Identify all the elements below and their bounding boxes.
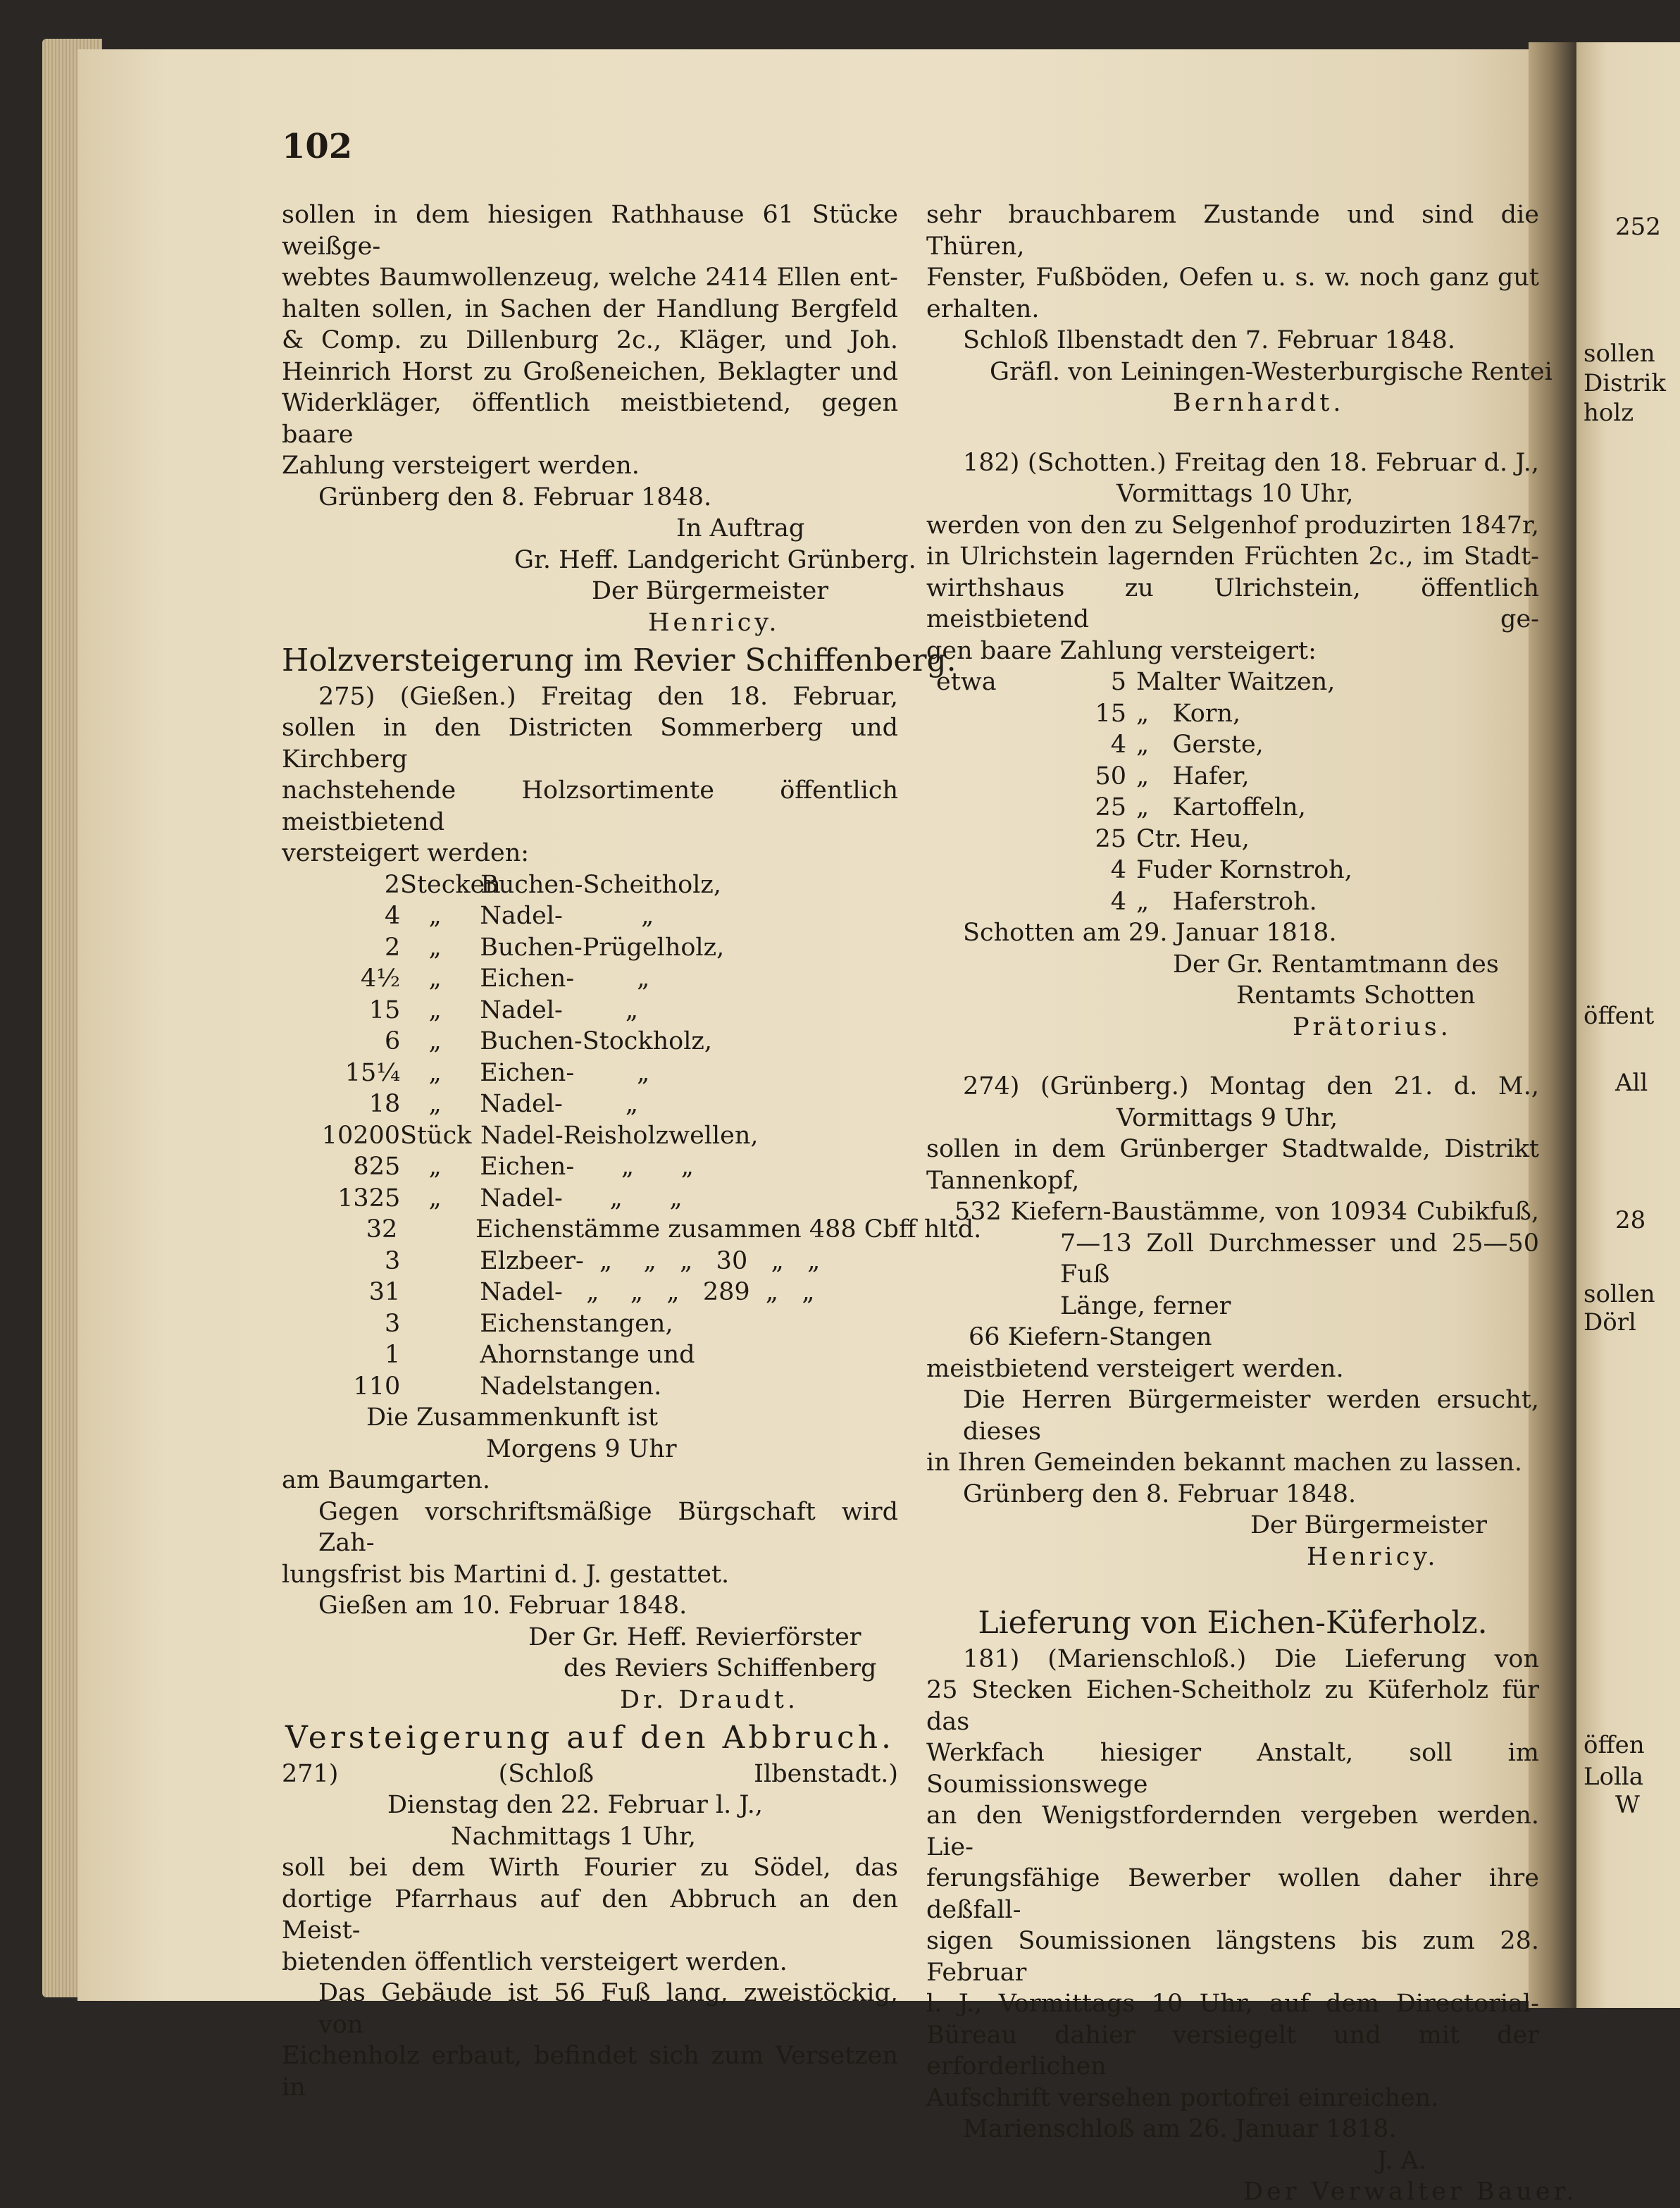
text-line: versteigert werden: (282, 839, 530, 867)
table-cell (400, 1277, 470, 1308)
table-cell: 6 (384, 1027, 401, 1055)
text-line: Der Gr. Heff. Revierförster (528, 1623, 861, 1651)
table-row (926, 666, 1539, 698)
text-line: l. J., Vormittags 10 Uhr, auf dem Directorial- (926, 1990, 1539, 2018)
edge-text-fragment: holz (1583, 399, 1634, 427)
table-cell: „ (428, 965, 442, 993)
edge-text-fragment: 252 (1615, 213, 1661, 241)
table-cell (926, 886, 1042, 918)
table-cell: 2 (384, 933, 401, 962)
table-cell: Nadel- „ „ „ 289 „ „ (480, 1278, 815, 1306)
text-line: des Reviers Schiffenberg (564, 1654, 877, 1682)
text-line: Schloß Ilbenstadt den 7. Februar 1848. (963, 326, 1456, 354)
table-cell (400, 1308, 470, 1340)
table-cell: 31 (368, 1278, 401, 1306)
table-cell (397, 1214, 466, 1246)
table-cell: „ (428, 933, 442, 962)
table-cell: 15¼ (344, 1058, 401, 1087)
text-line: Marienschloß am 26. Januar 1818. (963, 2115, 1397, 2143)
table-row (282, 1151, 898, 1183)
table-row (282, 1214, 982, 1246)
table-row (926, 886, 1539, 918)
table-cell: „ (428, 902, 442, 930)
text-line: bietenden öffentlich versteigert werden. (282, 1947, 788, 1976)
edge-text-fragment: Dörl (1583, 1308, 1636, 1336)
table-row (282, 1120, 898, 1152)
table-cell: 110 (353, 1372, 401, 1401)
table-cell: 4 (1110, 731, 1126, 759)
edge-text-fragment: Lolla (1583, 1763, 1644, 1791)
table-cell: Eichenstämme zusammen 488 Cbff hltd. (475, 1215, 982, 1243)
table-row (282, 1058, 898, 1089)
table-cell: „ Haferstroh. (1136, 887, 1317, 916)
text-line: Das Gebäude ist 56 Fuß lang, zweistöckig, von (318, 1979, 898, 2039)
table-cell: 5 (1110, 668, 1126, 696)
text-line: In Auftrag (676, 514, 805, 542)
section-heading: Holzversteigerung im Revier Schiffenberg. (282, 643, 957, 678)
text-line: wirthshaus zu Ulrichstein, öffentlich meistbietend ge- (926, 573, 1539, 633)
text-line: Tannenkopf, (926, 1166, 1080, 1195)
table-row (282, 1308, 898, 1340)
text-line: Eichenholz erbaut, befindet sich zum Versetzen in (282, 2042, 898, 2102)
table-cell (400, 1371, 470, 1403)
table-cell: „ (428, 1184, 442, 1212)
text-line: Gr. Heff. Landgericht Grünberg. (514, 545, 916, 574)
spacer (926, 1573, 1539, 1601)
edge-text-fragment: All (1615, 1069, 1648, 1097)
text-line: & Comp. zu Dillenburg 2c., Kläger, und Joh. (282, 326, 898, 354)
table-row (926, 729, 1539, 761)
table-cell: 25 (1095, 793, 1126, 821)
table-cell: 1325 (337, 1184, 401, 1212)
table-cell: Buchen-Prügelholz, (480, 933, 725, 962)
table-cell (926, 824, 1042, 855)
text-line: halten sollen, in Sachen der Handlung Bergfeld (282, 294, 898, 323)
text-line: Schotten am 29. Januar 1818. (963, 919, 1337, 947)
table-cell: 2 (384, 870, 401, 899)
table-row (926, 792, 1539, 824)
table-cell: Buchen-Stockholz, (480, 1027, 712, 1055)
text-line: Dr. Draudt. (620, 1685, 799, 1714)
edge-text-fragment: öffent (1583, 1002, 1655, 1030)
table-cell: Eichenstangen, (480, 1309, 673, 1338)
text-line: sollen in den Districten Sommerberg und Kirchberg (282, 714, 898, 774)
table-row (282, 995, 898, 1027)
table-cell: Eichen- „ (480, 1058, 650, 1087)
table-row (282, 1277, 898, 1308)
text-line: Grünberg den 8. Februar 1848. (963, 1480, 1357, 1508)
text-line: J. A. (1377, 2146, 1426, 2175)
table-cell: „ Korn, (1136, 699, 1241, 728)
table-cell: „ (428, 1027, 442, 1055)
table-cell: Nadelstangen. (480, 1372, 662, 1401)
text-line: sollen in dem Grünberger Stadtwalde, Distrikt (926, 1135, 1539, 1163)
text-line: ferungsfähige Bewerber wollen daher ihre deßfall- (926, 1864, 1539, 1924)
text-line: dortige Pfarrhaus auf den Abbruch an den Meist- (282, 1885, 898, 1945)
text-line: Länge, ferner (1060, 1291, 1231, 1320)
table-row (282, 1026, 898, 1058)
text-line: Die Zusammenkunft ist (366, 1403, 659, 1432)
spacer (926, 419, 1539, 447)
edge-text-fragment: sollen (1583, 340, 1655, 368)
edge-text-fragment: öffen (1583, 1731, 1645, 1759)
table-cell: „ Gerste, (1136, 731, 1264, 759)
text-line: gen baare Zahlung versteigert: (926, 636, 1317, 665)
text-line: Nachmittags 1 Uhr, (451, 1822, 696, 1851)
table-cell (926, 855, 1042, 886)
table-cell: Nadel- „ (480, 902, 654, 930)
table-row (282, 963, 898, 995)
table-cell (400, 1339, 470, 1371)
text-line: Heinrich Horst zu Großeneichen, Beklagter und (282, 357, 898, 386)
table-row (282, 900, 898, 932)
table-cell: Nadel- „ „ (480, 1184, 683, 1212)
table-cell: Stecken (400, 870, 501, 899)
text-line: am Baumgarten. (282, 1466, 490, 1494)
text-line: sigen Soumissionen längstens bis zum 28. Februar (926, 1927, 1539, 1987)
table-cell (926, 729, 1042, 761)
text-line: 66 Kiefern-Stangen (969, 1323, 1212, 1351)
table-cell: 15 (368, 996, 401, 1024)
table-row (282, 1371, 898, 1403)
table-cell: Ctr. Heu, (1136, 824, 1250, 853)
text-line: Morgens 9 Uhr (486, 1434, 677, 1463)
text-line: nachstehende Holzsortimente öffentlich meistbietend (282, 776, 898, 836)
table-cell: 10200 (321, 1121, 401, 1150)
table-cell: 4 (1110, 856, 1126, 884)
table-cell: Fuder Kornstroh, (1136, 856, 1352, 884)
edge-text-fragment: Distrik (1583, 369, 1666, 397)
text-line: an den Wenigstfordernden vergeben werden. Lie- (926, 1801, 1539, 1861)
table-cell: Buchen-Scheitholz, (480, 870, 721, 899)
table-row (926, 761, 1539, 793)
text-line: Bernhardt. (1173, 389, 1345, 417)
table-cell (400, 1246, 470, 1277)
table-cell: Elzbeer- „ „ „ 30 „ „ (480, 1246, 821, 1275)
table-cell: „ Hafer, (1136, 762, 1250, 790)
text-line: Vormittags 9 Uhr, (1116, 1103, 1338, 1132)
section-heading: Lieferung von Eichen-Küferholz. (978, 1605, 1488, 1641)
section-heading: Versteigerung auf den Abbruch. (285, 1720, 895, 1756)
text-line: Widerkläger, öffentlich meistbietend, gegen baare (282, 389, 898, 449)
table-cell (926, 698, 1042, 730)
edge-text-fragment: 28 (1615, 1206, 1646, 1234)
table-cell: „ (428, 1153, 442, 1181)
right-column (926, 199, 1578, 2208)
text-line: sollen in dem hiesigen Rathhause 61 Stücke weißge- (282, 201, 898, 261)
edge-text-fragment: W (1615, 1791, 1640, 1819)
text-line: Fenster, Fußböden, Oefen u. s. w. noch ganz gut (926, 263, 1539, 292)
text-line: 275) (Gießen.) Freitag den 18. Februar, (318, 682, 898, 711)
table-cell (926, 761, 1042, 793)
text-line: meistbietend versteigert werden. (926, 1354, 1344, 1383)
table-cell: Nadel- „ (480, 996, 638, 1024)
text-line: Aufschrift versehen portofrei einreichen. (926, 2083, 1439, 2112)
table-cell: „ (428, 1058, 442, 1087)
page-number: 102 (282, 127, 353, 166)
spacer (926, 1043, 1539, 1071)
table-row (282, 1339, 898, 1371)
text-line: webtes Baumwollenzeug, welche 2414 Ellen ent- (282, 263, 898, 292)
next-page-edge (1576, 42, 1680, 2008)
table-cell: „ (428, 1090, 442, 1118)
table-cell: Stück (400, 1121, 472, 1150)
text-line: in Ulrichstein lagernden Früchten 2c., im Stadt- (926, 542, 1539, 571)
table-row (282, 1183, 898, 1215)
text-line: Zahlung versteigert werden. (282, 452, 640, 480)
table-cell: 4½ (361, 965, 401, 993)
text-line: 182) (Schotten.) Freitag den 18. Februar d. J., (963, 448, 1539, 477)
text-line: in Ihren Gemeinden bekannt machen zu lassen. (926, 1449, 1522, 1477)
text-line: 532 Kiefern-Baustämme, von 10934 Cubikfuß, (954, 1198, 1539, 1226)
table-row (926, 824, 1539, 855)
text-line: Henricy. (648, 608, 780, 637)
text-line: Der Bürgermeister (592, 577, 829, 605)
table-row (926, 855, 1539, 886)
table-cell: „ Kartoffeln, (1136, 793, 1306, 821)
table-cell: Eichen- „ (480, 965, 650, 993)
text-line: Rentamts Schotten (1236, 981, 1476, 1010)
table-row (282, 1246, 898, 1277)
text-line: Prätorius. (1293, 1012, 1452, 1041)
text-line: Die Herren Bürgermeister werden ersucht, dieses (963, 1386, 1539, 1446)
table-cell: 50 (1095, 762, 1126, 790)
table-cell: Eichen- „ „ (480, 1153, 694, 1181)
text-line: erhalten. (926, 294, 1040, 323)
text-line: sehr brauchbarem Zustande und sind die Thüren, (926, 201, 1539, 261)
table-cell: 4 (1110, 887, 1126, 916)
text-line: Vormittags 10 Uhr, (1116, 480, 1354, 508)
table-row (926, 698, 1539, 730)
table-cell: 18 (368, 1090, 401, 1118)
table-cell: 1 (384, 1341, 401, 1369)
text-line: Gießen am 10. Februar 1848. (318, 1592, 687, 1620)
text-line: Gegen vorschriftsmäßige Bürgschaft wird Zah- (318, 1497, 898, 1557)
text-line: werden von den zu Selgenhof produzirten 1847r, (926, 511, 1539, 540)
table-row (282, 1089, 898, 1120)
text-line: lungsfrist bis Martini d. J. gestattet. (282, 1560, 730, 1589)
table-row (282, 869, 898, 901)
text-line: 274) (Grünberg.) Montag den 21. d. M., (963, 1072, 1539, 1100)
table-cell: 3 (384, 1309, 401, 1338)
table-cell: 15 (1095, 699, 1126, 728)
table-cell: 3 (384, 1246, 401, 1275)
table-cell: etwa (936, 668, 997, 696)
table-cell: Nadel-Reisholzwellen, (480, 1121, 759, 1150)
table-cell (926, 792, 1042, 824)
table-cell: „ (428, 996, 442, 1024)
text-line: 271) (Schloß Ilbenstadt.) (282, 1759, 898, 1788)
table-cell: 25 (1095, 824, 1126, 853)
text-line: Henricy. (1307, 1542, 1439, 1571)
table-cell: 32 (366, 1215, 398, 1243)
table-row (282, 932, 898, 964)
text-line: Der Gr. Rentamtmann des (1173, 950, 1499, 979)
text-line: Der Bürgermeister (1250, 1511, 1488, 1539)
text-line: 7—13 Zoll Durchmesser und 25—50 Fuß (1060, 1229, 1539, 1289)
table-cell: Nadel- „ (480, 1090, 638, 1118)
table-cell: 825 (353, 1153, 401, 1181)
text-line: 25 Stecken Eichen-Scheitholz zu Küferholz für das (926, 1676, 1539, 1736)
text-line: Der Verwalter Bauer. (1243, 2178, 1578, 2206)
text-line: Büreau dahier versiegelt und mit der erforderlichen (926, 2021, 1539, 2080)
table-cell: Ahornstange und (480, 1341, 695, 1369)
text-line: Grünberg den 8. Februar 1848. (318, 483, 712, 511)
text-line: Werkfach hiesiger Anstalt, soll im Soumissionswege (926, 1739, 1539, 1799)
table-cell: Malter Waitzen, (1136, 668, 1336, 696)
text-line: Dienstag den 22. Februar l. J., (387, 1791, 763, 1819)
table-cell: 4 (384, 902, 401, 930)
text-line: 181) (Marienschloß.) Die Lieferung von (963, 1644, 1539, 1673)
text-line: Gräfl. von Leiningen-Westerburgische Rentei (990, 357, 1553, 386)
text-line: soll bei dem Wirth Fourier zu Södel, das (282, 1854, 898, 1882)
edge-text-fragment: sollen (1583, 1280, 1655, 1308)
